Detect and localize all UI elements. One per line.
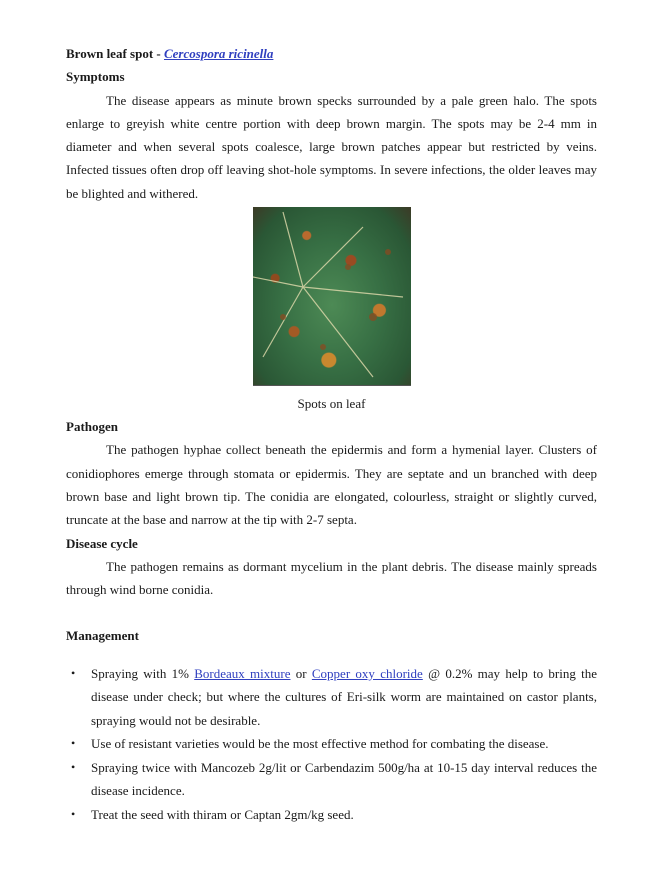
figure-caption: Spots on leaf: [297, 396, 366, 412]
list-item: [66, 803, 597, 827]
list-item: [66, 662, 597, 733]
bullet1-text-part3: @ 0.2% may help to bring the disease under check; but where the cultures of Eri-silk worm are maintained on castor plants, spraying would not be desirable.: [91, 665, 597, 728]
bullet-icon: •: [71, 806, 76, 821]
disease-cycle-heading: Disease cycle: [66, 535, 138, 551]
symptoms-paragraph: The disease appears as minute brown specks surrounded by a pale green halo. The spots enlarge to greyish white centre portion with deep brown margin. The spots may be 2-4 mm in diameter and when several spots coalesce, large brown patches appear but restricted by veins. Infected tissues often drop off leaving shot-hole symptoms. In severe infections, the older leaves may be blighted and withered.: [66, 92, 597, 201]
copper-oxy-chloride-link[interactable]: Copper oxy chloride: [311, 665, 423, 681]
pathogen-name-link[interactable]: Cercospora ricinella: [163, 46, 274, 61]
title-heading: [66, 42, 597, 65]
bordeaux-mixture-link[interactable]: Bordeaux mixture: [194, 665, 291, 681]
management-list: [66, 662, 597, 827]
list-item: [66, 732, 597, 756]
bullet1-text-part2: or: [290, 665, 312, 681]
bullet2-text: Use of resistant varieties would be the most effective method for combating the disease.: [91, 736, 549, 752]
document-page: [66, 42, 597, 826]
pathogen-heading: Pathogen: [66, 419, 118, 435]
leaf-spots-image: [253, 207, 411, 386]
list-item: [66, 756, 597, 803]
bullet-icon: •: [71, 665, 76, 680]
disease-cycle-paragraph: The pathogen remains as dormant mycelium in the plant debris. The disease mainly spreads through wind borne conidia.: [66, 558, 597, 598]
pathogen-paragraph: The pathogen hyphae collect beneath the epidermis and form a hymenial layer. Clusters of conidiophores emerge through stomata or epidermis. They are septate and un branched with deep brown base and light brown tip. The conidia are elongated, colourless, straight or slightly curved, truncate at the base and narrow at the tip with 2-7 septa.: [66, 442, 597, 528]
bullet-icon: •: [71, 736, 76, 751]
symptoms-heading: Symptoms: [66, 69, 125, 85]
bullet4-text: Treat the seed with thiram or Captan 2gm/kg seed.: [91, 806, 354, 822]
bullet3-text: Spraying twice with Mancozeb 2g/lit or Carbendazim 500g/ha at 10-15 day interval reduces the disease incidence.: [91, 759, 597, 799]
bullet-icon: •: [71, 759, 76, 774]
management-heading: Management: [66, 628, 139, 644]
bullet1-text-part1: Spraying with 1%: [91, 665, 195, 681]
leaf-figure: [66, 207, 597, 415]
leaf-veins-graphic: [253, 207, 411, 385]
title-prefix: Brown leaf spot -: [66, 46, 164, 61]
